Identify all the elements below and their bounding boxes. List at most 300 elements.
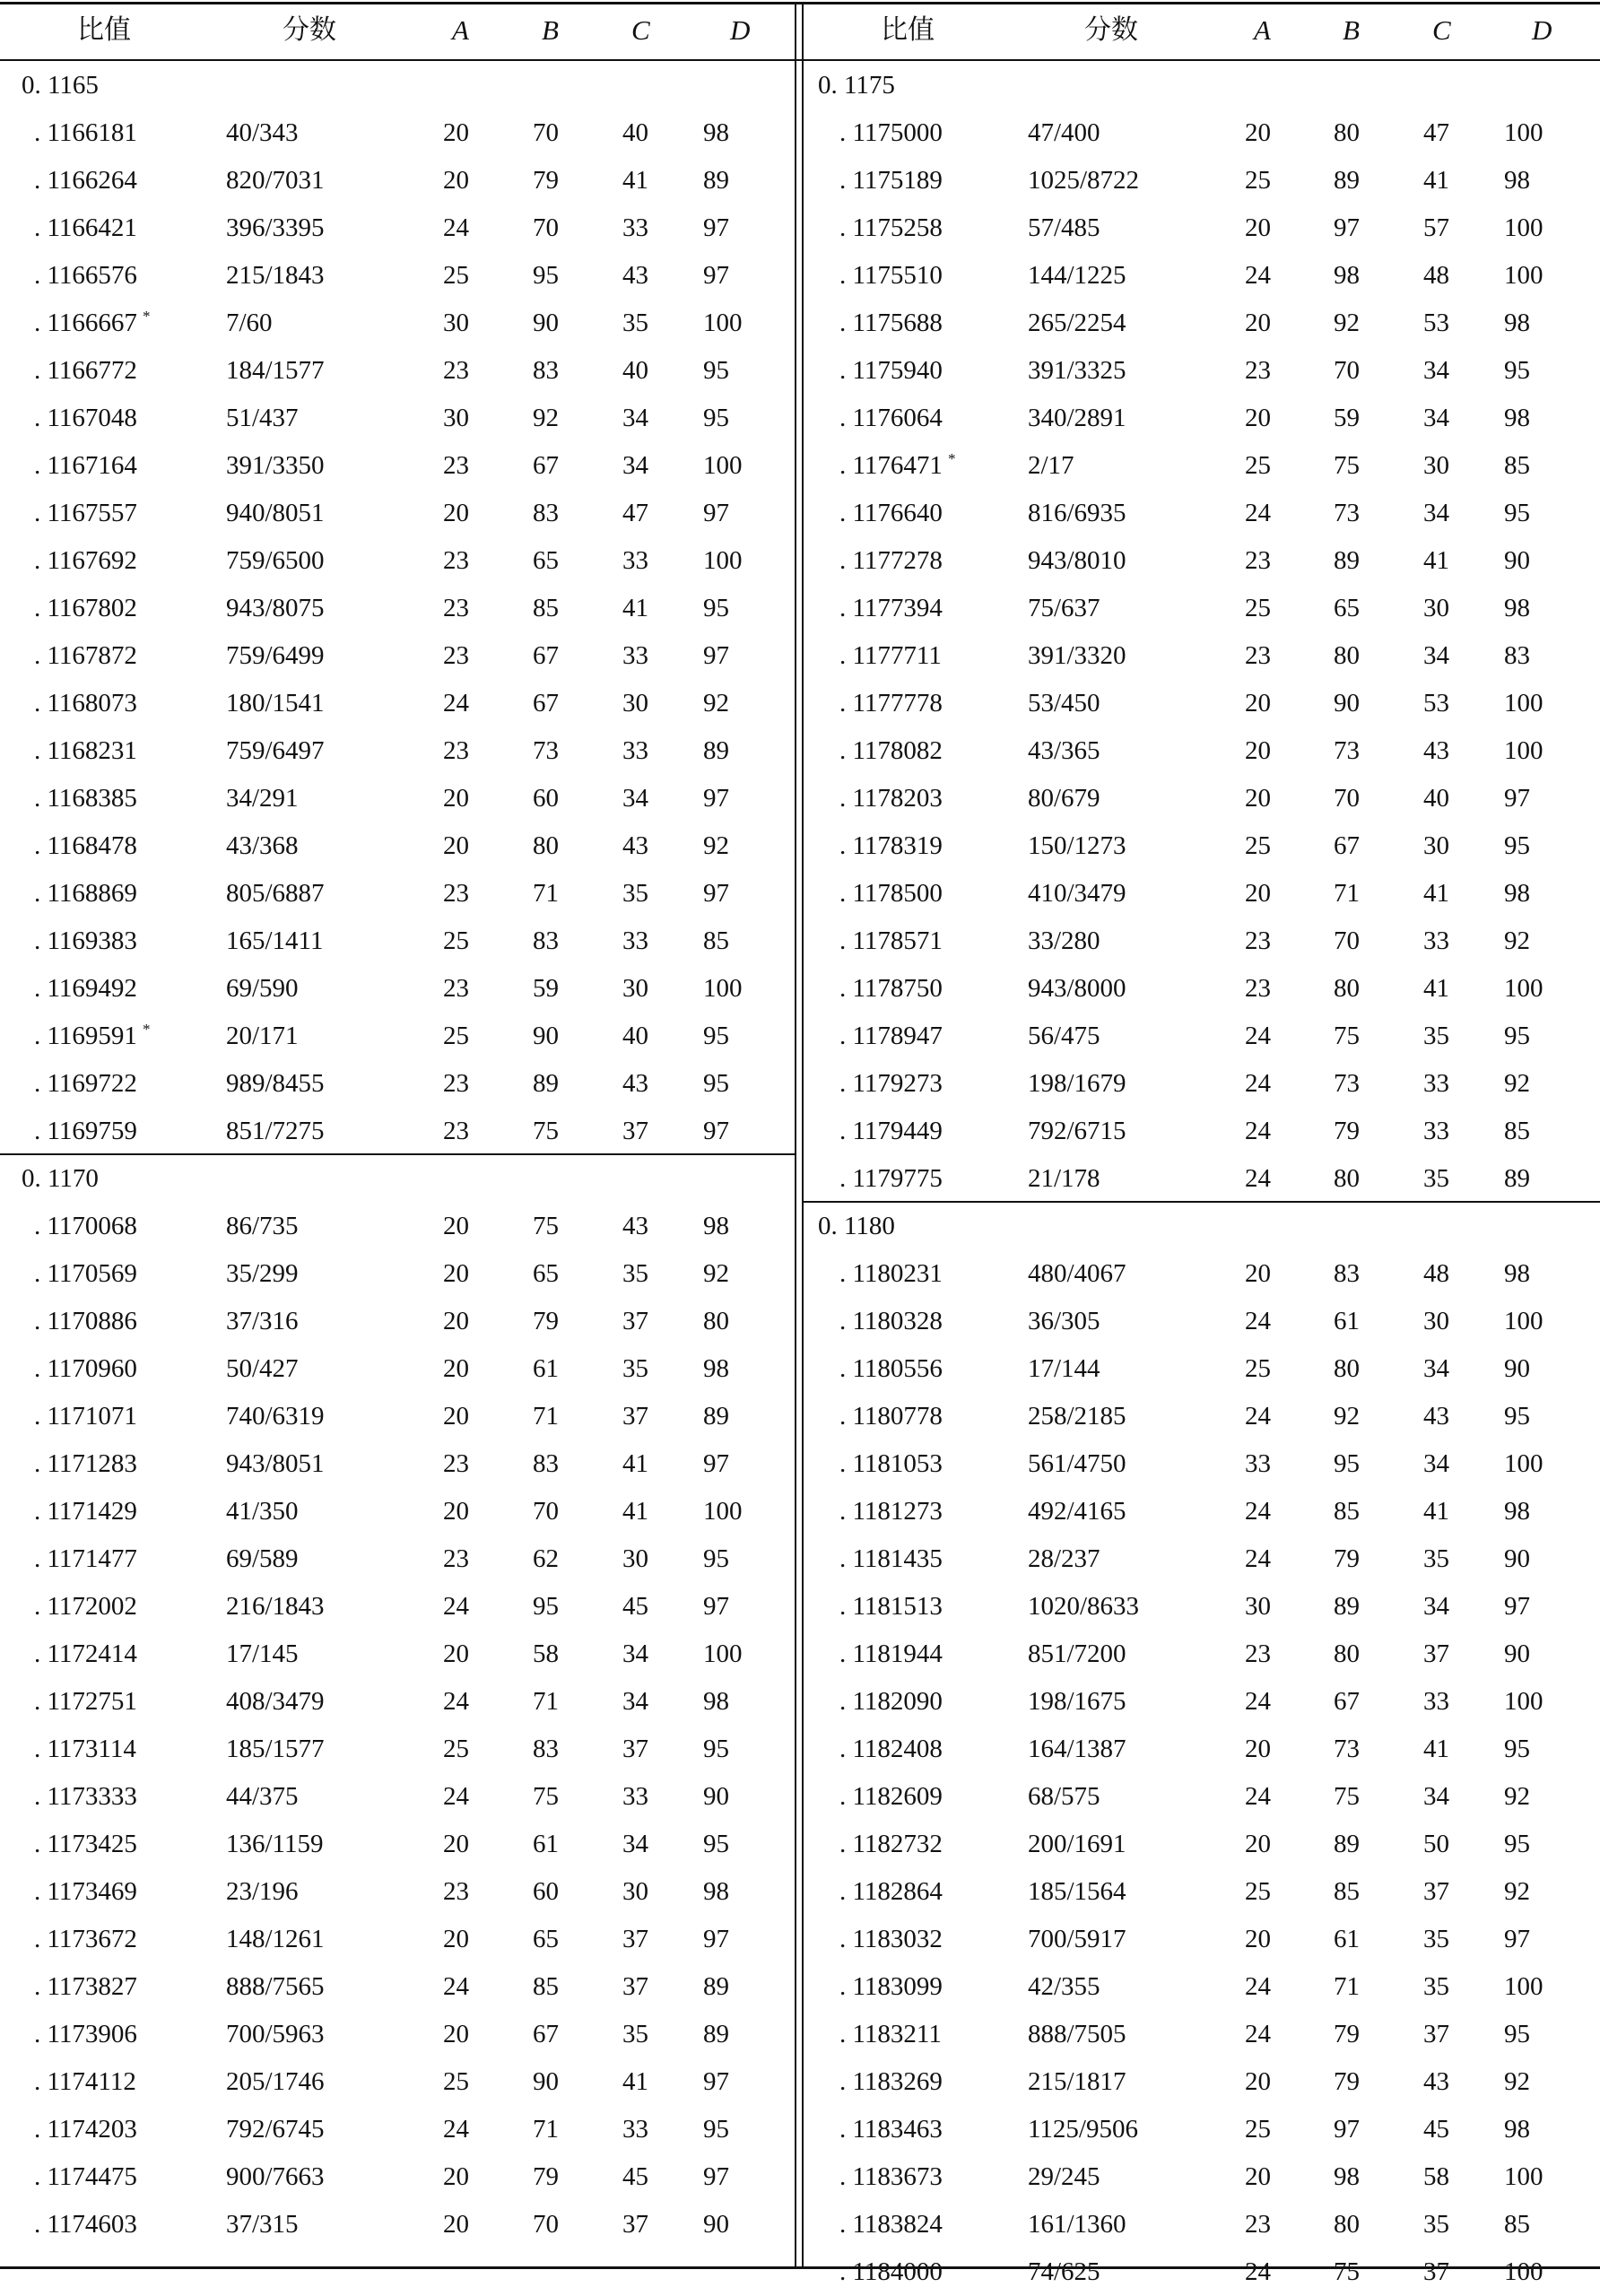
b-cell bbox=[533, 259, 559, 291]
fraction-cell bbox=[1028, 1400, 1126, 1432]
b-cell bbox=[1334, 592, 1360, 624]
fraction-value: 164/1387 bbox=[1028, 1735, 1126, 1763]
ratio-cell bbox=[34, 1210, 137, 1242]
c-value: 50 bbox=[1423, 1830, 1449, 1858]
ratio-value: . 1173672 bbox=[34, 1925, 137, 1953]
ratio-cell bbox=[34, 449, 137, 482]
ratio-value: . 1177778 bbox=[839, 689, 943, 718]
ratio-cell bbox=[34, 1733, 136, 1765]
d-cell bbox=[1504, 402, 1530, 434]
a-cell bbox=[1245, 830, 1271, 862]
fraction-cell bbox=[1028, 544, 1126, 577]
a-cell bbox=[1245, 925, 1271, 957]
table-row bbox=[804, 1060, 1600, 1108]
ratio-value: . 1167802 bbox=[34, 594, 137, 622]
ratio-value: . 1171071 bbox=[34, 1402, 137, 1431]
c-value: 37 bbox=[1423, 2257, 1449, 2286]
a-value: 20 bbox=[443, 499, 469, 527]
d-cell bbox=[703, 212, 729, 244]
c-value: 30 bbox=[622, 689, 648, 718]
ratio-cell bbox=[839, 1495, 943, 1527]
c-cell bbox=[622, 2066, 648, 2098]
c-value: 37 bbox=[622, 1972, 648, 2001]
c-value: 37 bbox=[622, 1307, 648, 1335]
fraction-cell bbox=[226, 1210, 299, 1242]
b-value: 70 bbox=[533, 213, 559, 242]
table-row bbox=[0, 537, 795, 585]
b-cell bbox=[533, 782, 559, 814]
b-value: 67 bbox=[533, 641, 559, 670]
b-cell bbox=[1334, 1305, 1360, 1337]
d-value: 89 bbox=[703, 1972, 729, 2001]
c-value: 58 bbox=[1423, 2162, 1449, 2191]
fraction-cell bbox=[1028, 164, 1139, 196]
a-cell bbox=[443, 354, 469, 387]
b-cell bbox=[533, 877, 559, 909]
d-value: 92 bbox=[1504, 1782, 1530, 1811]
ratio-cell bbox=[34, 2066, 136, 2098]
c-cell bbox=[622, 2161, 648, 2193]
b-cell bbox=[533, 2018, 559, 2050]
b-value: 97 bbox=[1334, 213, 1360, 242]
c-value: 37 bbox=[622, 1735, 648, 1763]
table-row bbox=[804, 2058, 1600, 2106]
fraction-value: 7/60 bbox=[226, 309, 273, 337]
c-cell bbox=[622, 1780, 648, 1813]
fraction-value: 28/237 bbox=[1028, 1544, 1100, 1573]
fraction-value: 136/1159 bbox=[226, 1830, 324, 1858]
c-value: 43 bbox=[1423, 2067, 1449, 2096]
table-row bbox=[804, 775, 1600, 822]
fraction-value: 410/3479 bbox=[1028, 879, 1126, 908]
ratio-cell bbox=[839, 1543, 943, 1575]
d-cell bbox=[703, 1257, 729, 1290]
fraction-cell bbox=[1028, 259, 1126, 291]
ratio-value: . 1168073 bbox=[34, 689, 137, 718]
d-cell bbox=[703, 1543, 729, 1575]
fraction-cell bbox=[1028, 639, 1126, 672]
a-value: 25 bbox=[443, 1022, 469, 1050]
asterisk-mark: * bbox=[947, 450, 956, 468]
fraction-value: 943/8051 bbox=[226, 1449, 325, 1478]
ratio-cell bbox=[34, 497, 137, 529]
ratio-cell bbox=[839, 592, 943, 624]
ratio-cell bbox=[34, 735, 137, 767]
fraction-value: 29/245 bbox=[1028, 2162, 1100, 2191]
table-row bbox=[0, 1631, 795, 1678]
table-row bbox=[0, 1773, 795, 1821]
d-value: 100 bbox=[1504, 1307, 1543, 1335]
fraction-cell bbox=[1028, 1590, 1139, 1622]
fraction-cell bbox=[1028, 1257, 1126, 1290]
fraction-cell bbox=[226, 1685, 325, 1718]
d-cell bbox=[1504, 1162, 1530, 1195]
b-value: 98 bbox=[1334, 261, 1360, 290]
table-row bbox=[0, 680, 795, 727]
ratio-cell bbox=[839, 1400, 943, 1432]
table-row bbox=[0, 1298, 795, 1345]
d-value: 89 bbox=[703, 1402, 729, 1431]
ratio-value: . 1181053 bbox=[839, 1449, 943, 1478]
table-row bbox=[0, 2011, 795, 2058]
c-value: 41 bbox=[622, 1449, 648, 1478]
ratio-cell bbox=[839, 212, 943, 244]
d-value: 90 bbox=[1504, 546, 1530, 575]
ratio-value: . 1167872 bbox=[34, 641, 137, 670]
ratio-value: . 1166181 bbox=[34, 118, 137, 147]
a-value: 24 bbox=[1245, 499, 1271, 527]
fraction-cell bbox=[1028, 402, 1126, 434]
table-row bbox=[804, 1678, 1600, 1726]
group-title-row bbox=[0, 1155, 795, 1203]
ratio-value: . 1168478 bbox=[34, 831, 137, 860]
a-value: 24 bbox=[443, 1592, 469, 1621]
ratio-value: . 1166576 bbox=[34, 261, 137, 290]
a-cell bbox=[443, 259, 469, 291]
a-value: 20 bbox=[443, 118, 469, 147]
c-cell bbox=[622, 2208, 648, 2240]
d-cell bbox=[1504, 1543, 1530, 1575]
b-value: 95 bbox=[533, 261, 559, 290]
d-value: 97 bbox=[703, 213, 729, 242]
ratio-value: . 1181273 bbox=[839, 1497, 943, 1526]
d-value: 100 bbox=[1504, 261, 1543, 290]
d-cell bbox=[703, 782, 729, 814]
b-value: 61 bbox=[1334, 1925, 1360, 1953]
a-value: 24 bbox=[1245, 1972, 1271, 2001]
table-row bbox=[0, 1060, 795, 1108]
ratio-value: . 1183463 bbox=[839, 2115, 943, 2144]
b-cell bbox=[533, 1257, 559, 1290]
b-value: 79 bbox=[1334, 2067, 1360, 2096]
b-cell bbox=[1334, 1352, 1360, 1385]
d-cell bbox=[703, 1923, 729, 1955]
c-cell bbox=[1423, 830, 1449, 862]
b-value: 80 bbox=[1334, 1354, 1360, 1383]
d-cell bbox=[1504, 735, 1543, 767]
a-value: 20 bbox=[443, 2020, 469, 2048]
b-value: 80 bbox=[1334, 1164, 1360, 1193]
c-value: 30 bbox=[1423, 451, 1449, 480]
table-row bbox=[0, 1108, 795, 1155]
fraction-cell bbox=[1028, 1780, 1100, 1813]
a-value: 25 bbox=[1245, 451, 1271, 480]
a-value: 20 bbox=[443, 2162, 469, 2191]
d-cell bbox=[1504, 1733, 1530, 1765]
d-cell bbox=[703, 307, 743, 339]
b-value: 85 bbox=[1334, 1497, 1360, 1526]
b-value: 92 bbox=[533, 404, 559, 432]
b-cell bbox=[1334, 1875, 1360, 1908]
table-row bbox=[804, 1821, 1600, 1868]
table-row bbox=[0, 1868, 795, 1916]
table-row bbox=[804, 1868, 1600, 1916]
table-row bbox=[0, 1535, 795, 1583]
b-cell bbox=[533, 1400, 559, 1432]
c-value: 43 bbox=[622, 1212, 648, 1240]
c-value: 34 bbox=[1423, 499, 1449, 527]
c-cell bbox=[622, 1638, 648, 1670]
a-value: 20 bbox=[1245, 1259, 1271, 1288]
d-cell bbox=[1504, 1067, 1530, 1100]
ratio-value: . 1177394 bbox=[839, 594, 943, 622]
c-value: 37 bbox=[622, 2210, 648, 2239]
group-title: 0. 1165 bbox=[22, 71, 99, 100]
a-cell bbox=[1245, 1590, 1271, 1622]
table-row bbox=[0, 1678, 795, 1726]
a-cell bbox=[443, 1733, 469, 1765]
b-cell bbox=[533, 1875, 559, 1908]
fraction-value: 40/343 bbox=[226, 118, 299, 147]
a-cell bbox=[443, 1685, 469, 1718]
a-cell bbox=[1245, 1970, 1271, 2003]
ratio-cell bbox=[34, 639, 137, 672]
d-value: 92 bbox=[703, 689, 729, 718]
group-title-row bbox=[804, 1203, 1600, 1250]
b-value: 89 bbox=[1334, 1830, 1360, 1858]
a-value: 20 bbox=[1245, 309, 1271, 337]
d-value: 97 bbox=[703, 1117, 729, 1145]
b-value: 90 bbox=[533, 309, 559, 337]
b-cell bbox=[1334, 972, 1360, 1004]
b-cell bbox=[533, 592, 559, 624]
table-row bbox=[804, 1726, 1600, 1773]
fraction-value: 74/625 bbox=[1028, 2257, 1100, 2286]
group-title: 0. 1175 bbox=[818, 71, 895, 100]
fraction-value: 185/1577 bbox=[226, 1735, 325, 1763]
d-cell bbox=[1504, 2066, 1530, 2098]
b-cell bbox=[1334, 259, 1360, 291]
d-value: 100 bbox=[1504, 689, 1543, 718]
d-cell bbox=[703, 2161, 729, 2193]
ratio-value: . 1178750 bbox=[839, 974, 943, 1003]
b-cell bbox=[533, 639, 559, 672]
table-row bbox=[0, 2058, 795, 2106]
d-value: 100 bbox=[703, 1497, 743, 1526]
ratio-value: . 1175940 bbox=[839, 356, 943, 385]
fraction-value: 37/316 bbox=[226, 1307, 299, 1335]
d-cell bbox=[1504, 1257, 1530, 1290]
c-value: 47 bbox=[622, 499, 648, 527]
fraction-value: 396/3395 bbox=[226, 213, 325, 242]
c-cell bbox=[1423, 1495, 1449, 1527]
a-cell bbox=[1245, 1257, 1271, 1290]
a-value: 25 bbox=[1245, 2115, 1271, 2144]
b-cell bbox=[533, 1210, 559, 1242]
ratio-value: . 1174112 bbox=[34, 2067, 136, 2096]
ratio-value: . 1167048 bbox=[34, 404, 137, 432]
d-cell bbox=[1504, 639, 1530, 672]
a-cell bbox=[1245, 1067, 1271, 1100]
a-cell bbox=[1245, 1020, 1271, 1052]
ratio-value: . 1174203 bbox=[34, 2115, 137, 2144]
ratio-cell bbox=[34, 782, 137, 814]
c-column-header: C bbox=[631, 14, 650, 46]
d-cell bbox=[703, 1210, 729, 1242]
c-value: 30 bbox=[622, 1544, 648, 1573]
d-value: 95 bbox=[703, 1069, 729, 1098]
ratio-cell bbox=[839, 1590, 943, 1622]
fraction-cell bbox=[1028, 117, 1100, 149]
a-cell bbox=[443, 1305, 469, 1337]
c-value: 30 bbox=[1423, 594, 1449, 622]
a-cell bbox=[443, 639, 469, 672]
b-value: 83 bbox=[533, 926, 559, 955]
fraction-value: 198/1675 bbox=[1028, 1687, 1126, 1716]
left-column-header bbox=[0, 0, 795, 59]
b-value: 75 bbox=[1334, 451, 1360, 480]
a-cell bbox=[1245, 687, 1271, 719]
fraction-cell bbox=[1028, 830, 1126, 862]
ratio-value: . 1171477 bbox=[34, 1544, 137, 1573]
fraction-cell bbox=[1028, 687, 1100, 719]
fraction-value: 69/589 bbox=[226, 1544, 299, 1573]
c-cell bbox=[1423, 972, 1449, 1004]
table-row bbox=[0, 2106, 795, 2153]
d-cell bbox=[1504, 544, 1530, 577]
a-value: 23 bbox=[1245, 926, 1271, 955]
fraction-cell bbox=[226, 354, 325, 387]
fraction-value: 391/3350 bbox=[226, 451, 325, 480]
d-cell bbox=[703, 2208, 729, 2240]
fraction-value: 759/6500 bbox=[226, 546, 325, 575]
c-cell bbox=[622, 497, 648, 529]
table-row bbox=[0, 1916, 795, 1963]
c-cell bbox=[622, 544, 648, 577]
a-value: 24 bbox=[443, 213, 469, 242]
ratio-value: . 1169492 bbox=[34, 974, 137, 1003]
a-cell bbox=[1245, 1448, 1271, 1480]
fraction-cell bbox=[226, 972, 299, 1004]
a-cell bbox=[443, 1923, 469, 1955]
a-cell bbox=[1245, 877, 1271, 909]
c-value: 33 bbox=[622, 546, 648, 575]
a-value: 23 bbox=[443, 1069, 469, 1098]
b-cell bbox=[533, 1970, 559, 2003]
c-value: 41 bbox=[1423, 1497, 1449, 1526]
d-value: 98 bbox=[1504, 404, 1530, 432]
a-cell bbox=[443, 830, 469, 862]
c-cell bbox=[622, 354, 648, 387]
a-value: 23 bbox=[1245, 974, 1271, 1003]
a-value: 24 bbox=[1245, 1782, 1271, 1811]
b-value: 71 bbox=[533, 2115, 559, 2144]
b-value: 75 bbox=[1334, 1782, 1360, 1811]
a-cell bbox=[1245, 1828, 1271, 1860]
b-value: 70 bbox=[533, 118, 559, 147]
b-value: 70 bbox=[1334, 784, 1360, 813]
ratio-cell bbox=[839, 830, 943, 862]
ratio-cell bbox=[839, 402, 943, 434]
fraction-value: 23/196 bbox=[226, 1877, 299, 1906]
group-title: 0. 1170 bbox=[22, 1164, 99, 1193]
b-value: 71 bbox=[533, 1402, 559, 1431]
d-cell bbox=[703, 2018, 729, 2050]
d-cell bbox=[1504, 117, 1543, 149]
a-cell bbox=[1245, 1780, 1271, 1813]
b-value: 70 bbox=[533, 1497, 559, 1526]
ratio-cell bbox=[839, 1115, 943, 1147]
group-title: 0. 1180 bbox=[818, 1212, 895, 1240]
c-cell bbox=[622, 877, 648, 909]
c-cell bbox=[1423, 117, 1449, 149]
b-value: 61 bbox=[533, 1354, 559, 1383]
a-value: 24 bbox=[1245, 261, 1271, 290]
c-value: 41 bbox=[1423, 546, 1449, 575]
d-value: 97 bbox=[1504, 1925, 1530, 1953]
c-value: 35 bbox=[1423, 2210, 1449, 2239]
b-value: 73 bbox=[1334, 499, 1360, 527]
c-cell bbox=[1423, 592, 1449, 624]
c-cell bbox=[1423, 1733, 1449, 1765]
b-cell bbox=[1334, 1020, 1360, 1052]
d-cell bbox=[703, 1733, 729, 1765]
a-value: 20 bbox=[1245, 1925, 1271, 1953]
table-row bbox=[0, 1963, 795, 2011]
b-cell bbox=[1334, 1780, 1360, 1813]
fraction-value: 943/8000 bbox=[1028, 974, 1126, 1003]
a-value: 23 bbox=[1245, 641, 1271, 670]
b-value: 95 bbox=[1334, 1449, 1360, 1478]
c-cell bbox=[1423, 2256, 1449, 2288]
c-cell bbox=[1423, 164, 1449, 196]
b-value: 75 bbox=[1334, 1022, 1360, 1050]
c-value: 34 bbox=[622, 1830, 648, 1858]
fraction-value: 2/17 bbox=[1028, 451, 1074, 480]
table-row bbox=[804, 918, 1600, 965]
ratio-cell bbox=[34, 2018, 137, 2050]
b-cell bbox=[533, 497, 559, 529]
c-value: 33 bbox=[622, 1782, 648, 1811]
fraction-value: 17/145 bbox=[226, 1639, 299, 1668]
a-cell bbox=[443, 1210, 469, 1242]
c-cell bbox=[622, 687, 648, 719]
b-value: 89 bbox=[1334, 166, 1360, 195]
c-cell bbox=[1423, 2208, 1449, 2240]
c-value: 43 bbox=[1423, 1402, 1449, 1431]
center-double-rule-left bbox=[795, 2, 796, 2269]
ratio-column-header: 比值 bbox=[881, 14, 935, 46]
c-value: 35 bbox=[1423, 1925, 1449, 1953]
b-value: 65 bbox=[1334, 594, 1360, 622]
fraction-value: 205/1746 bbox=[226, 2067, 325, 2096]
a-cell bbox=[1245, 592, 1271, 624]
c-value: 53 bbox=[1423, 689, 1449, 718]
d-cell bbox=[703, 1638, 743, 1670]
d-value: 95 bbox=[1504, 1830, 1530, 1858]
fraction-cell bbox=[226, 1590, 325, 1622]
fraction-cell bbox=[226, 639, 325, 672]
c-cell bbox=[1423, 1590, 1449, 1622]
ratio-cell bbox=[839, 2208, 943, 2240]
ratio-cell bbox=[839, 2113, 943, 2145]
fraction-value: 53/450 bbox=[1028, 689, 1100, 718]
fraction-value: 258/2185 bbox=[1028, 1402, 1126, 1431]
b-cell bbox=[1334, 212, 1360, 244]
d-value: 95 bbox=[703, 404, 729, 432]
ratio-cell bbox=[839, 1305, 943, 1337]
d-cell bbox=[703, 1875, 729, 1908]
d-cell bbox=[703, 117, 729, 149]
ratio-value: . 1181435 bbox=[839, 1544, 943, 1573]
a-value: 24 bbox=[1245, 1069, 1271, 1098]
table-row bbox=[0, 822, 795, 870]
a-value: 30 bbox=[443, 404, 469, 432]
c-cell bbox=[1423, 1448, 1449, 1480]
a-value: 33 bbox=[1245, 1449, 1271, 1478]
a-value: 20 bbox=[1245, 1830, 1271, 1858]
fraction-value: 51/437 bbox=[226, 404, 299, 432]
